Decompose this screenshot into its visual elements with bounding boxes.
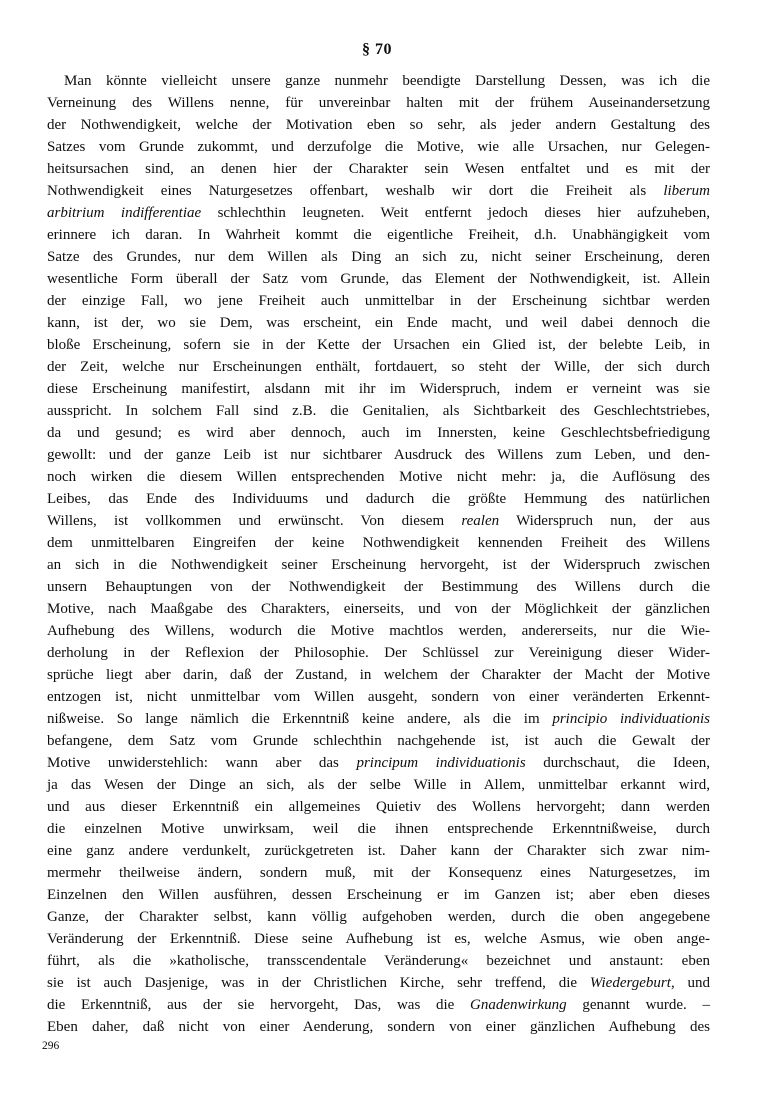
text-line: führt, als die »katholische, transscendentale Veränderung« bezeichnet und anstaunt: eben bbox=[47, 953, 710, 969]
text-line: Leibes, das Ende des Individuums und dadurch die größte Hemmung des natürlichen bbox=[47, 491, 710, 507]
text-line: da und gesund; es wird aber dennoch, auch im Innersten, keine Geschlechtsbefriedigung bbox=[47, 425, 710, 441]
section-heading: § 70 bbox=[362, 41, 392, 58]
text-line: ausspricht. In solchem Fall sind z.B. die Genitalien, als Sichtbarkeit des Geschlechtstriebes, bbox=[47, 403, 710, 419]
text-line: eine ganz andere verdunkelt, zurückgetreten ist. Daher kann der Charakter sich zwar nim- bbox=[47, 843, 710, 859]
text-line: Eben daher, daß nicht von einer Aenderung, sondern von einer gänzlichen Aufhebung des bbox=[47, 1019, 710, 1035]
text-line: sprüche liegt aber darin, daß der Zustand, in welchem der Charakter der Macht der Motive bbox=[47, 667, 710, 683]
text-line: Einzelnen den Willen ausführen, dessen Erscheinung er im Ganzen ist; aber eben dieses bbox=[47, 887, 710, 903]
text-line: befangene, dem Satz vom Grunde schlechthin nachgehende ist, ist auch die Gewalt der bbox=[47, 733, 710, 749]
text-line: dem unmittelbaren Eingreifen der keine Nothwendigkeit kennenden Freiheit des Willens bbox=[47, 535, 710, 551]
text-line: derholung in der Reflexion der Philosophie. Der Schlüssel zur Vereinigung dieser Wider- bbox=[47, 645, 710, 661]
text-line: die Erkenntniß, aus der sie hervorgeht, Das, was die Gnadenwirkung genannt wurde. – bbox=[47, 997, 711, 1013]
text-line: Motive unwiderstehlich: wann aber das principum individuationis durchschaut, die Ideen, bbox=[47, 755, 710, 771]
text-line: ja das Wesen der Dinge an sich, als der selbe Wille in Allem, unmittelbar erkannt wird, bbox=[47, 777, 710, 793]
text-line: noch wirken die diesem Willen entsprechenden Motive nicht mehr: ja, die Auflösung des bbox=[47, 469, 710, 485]
text-line: der einzige Fall, wo jene Freiheit auch unmittelbar in der Erscheinung sichtbar werden bbox=[47, 293, 710, 309]
text-line: bloße Erscheinung, sofern sie in der Kette der Ursachen ein Glied ist, der belebte Leib, in bbox=[47, 337, 710, 353]
text-line: erinnere ich daran. In Wahrheit kommt die eigentliche Freiheit, d.h. Unabhängigkeit vom bbox=[47, 227, 710, 243]
text-line: Verneinung des Willens nenne, für unvereinbar halten mit der frühem Auseinandersetzung bbox=[47, 95, 710, 111]
text-line: heitsursachen sind, an denen hier der Charakter sein Wesen entfaltet und es mit der bbox=[47, 161, 710, 177]
text-line: entzogen ist, nicht unmittelbar vom Willen ausgeht, sondern von einer veränderten Erkennt- bbox=[47, 689, 710, 705]
page-number: 296 bbox=[42, 1040, 60, 1052]
paragraph bbox=[47, 70, 710, 1038]
text-line: arbitrium indifferentiae schlechthin leugneten. Weit entfernt jedoch dieses hier aufzuheben, bbox=[47, 205, 710, 221]
text-line: nißweise. So lange nämlich die Erkenntniß keine andere, als die im principio individuationis bbox=[47, 711, 711, 727]
text-line: Nothwendigkeit eines Naturgesetzes offenbart, weshalb wir dort die Freiheit als liberum bbox=[47, 183, 710, 199]
text-line: wesentliche Form überall der Satz vom Grunde, das Element der Nothwendigkeit, ist. Allein bbox=[47, 271, 710, 287]
text-line: mermehr theilweise ändern, sondern muß, mit der Konsequenz eines Naturgesetzes, im bbox=[47, 865, 710, 881]
text-line: Satze des Grundes, nur dem Willen als Ding an sich zu, nicht seiner Erscheinung, deren bbox=[47, 249, 710, 265]
text-line: Aufhebung des Willens, wodurch die Motive machtlos werden, andererseits, nur die Wie- bbox=[47, 623, 710, 639]
text-line: kann, ist der, wo sie Dem, was erscheint, ein Ende macht, und weil dabei dennoch die bbox=[47, 315, 710, 331]
text-line: der Nothwendigkeit, welche der Motivation eben so sehr, als jeder andern Gestaltung des bbox=[47, 117, 710, 133]
text-line: sie ist auch Dasjenige, was in der Christlichen Kirche, sehr treffend, die Wiedergeburt, und bbox=[47, 975, 710, 991]
text-line: der Zeit, welche nur Erscheinungen enthält, fortdauert, so steht der Wille, der sich durch bbox=[47, 359, 710, 375]
text-line: die einzelnen Motive unwirksam, weil die ihnen entsprechende Erkenntnißweise, durch bbox=[47, 821, 710, 837]
text-line: Willens, ist vollkommen und erwünscht. Von diesem realen Widerspruch nun, der aus bbox=[47, 513, 710, 529]
text-line: an sich in die Nothwendigkeit seiner Erscheinung hervorgeht, ist der Widerspruch zwischen bbox=[47, 557, 710, 573]
text-line: unsern Behauptungen von der Nothwendigkeit der Bestimmung des Willens durch die bbox=[47, 579, 710, 595]
text-line: und aus dieser Erkenntniß ein allgemeines Quietiv des Wollens hervorgeht; dann werden bbox=[47, 799, 710, 815]
text-line: Ganze, der Charakter selbst, kann völlig aufgehoben werden, durch die oben angegebene bbox=[47, 909, 710, 925]
text-line: Motive, nach Maaßgabe des Charakters, einerseits, und von der Möglichkeit der gänzlichen bbox=[47, 601, 710, 617]
text-line: gewollt: und der ganze Leib ist nur sichtbarer Ausdruck des Willens zum Leben, und den- bbox=[47, 447, 710, 463]
text-line: Satzes vom Grunde zukommt, und derzufolge die Motive, wie alle Ursachen, nur Gelegen- bbox=[47, 139, 710, 155]
text-line: diese Erscheinung manifestirt, alsdann mit ihr im Widerspruch, indem er verneint was sie bbox=[47, 381, 710, 397]
text-line: Man könnte vielleicht unsere ganze nunmehr beendigte Darstellung Dessen, was ich die bbox=[64, 73, 710, 89]
text-line: Veränderung der Erkenntniß. Diese seine Aufhebung ist es, welche Asmus, wie oben ange- bbox=[47, 931, 710, 947]
